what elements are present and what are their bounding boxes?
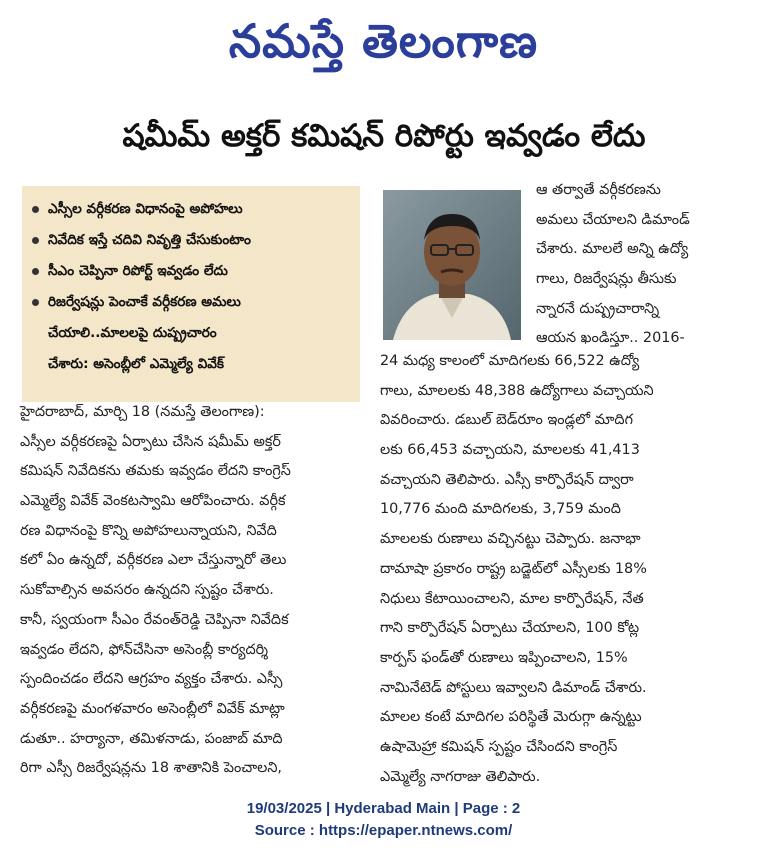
article-column-right-top	[536, 176, 741, 354]
article-line: గాలు, రిజర్వేషన్లు తీసుకు	[536, 271, 677, 288]
highlight-item	[30, 194, 352, 225]
highlight-continuation: చేయాలి..మాలలపై దుష్ప్రచారం	[48, 325, 217, 341]
article-line: 10,776 మంది మాదిగలకు, 3,759 మంది	[380, 501, 621, 518]
article-line: అమలు చేయాలని డిమాండ్	[536, 211, 690, 228]
article-line: న్నారనే దుష్ప్రచారాన్ని	[536, 300, 660, 317]
article-line: వర్గీకరణపై మంగళవారం అసెంబ్లీలో వివేక్ మాట్లా	[20, 700, 285, 717]
article-line: ఎమ్మెల్యే వివేక్ వెంకటస్వామి ఆరోపించారు. వర్గీక	[20, 493, 286, 510]
article-line: రిగా ఎస్సీ రిజర్వేషన్లను 18 శాతానికి పెంచాలని,	[20, 760, 283, 777]
article-line: రణ విధానంపై కొన్ని అపోహలున్నాయని, నివేది	[20, 522, 277, 539]
article-column-left	[20, 398, 365, 784]
highlight-text: ఎస్సీల వర్గీకరణ విధానంపై అపోహలు	[48, 201, 243, 217]
article-line: ఉషామెహ్రా కమిషన్ స్పష్టం చేసిందని కాంగ్రెస్	[380, 738, 618, 755]
article-line: మాలల కంటే మాదిగల పరిస్థితే మెరుగ్గా ఉన్నట్టు	[380, 709, 642, 726]
article-headline: షమీమ్ అక్తర్ కమిషన్ రిపోర్టు ఇవ్వడం లేదు	[122, 118, 646, 154]
article-line: ఎస్సీల వర్గీకరణపై ఏర్పాటు చేసిన షమీమ్ అక్తర్	[20, 433, 281, 450]
article-line: హైదరాబాద్, మార్చి 18 (నమస్తే తెలంగాణ):	[20, 404, 265, 420]
bullet-icon	[32, 237, 39, 244]
article-line: కానీ, స్వయంగా సీఎం రేవంత్‌రెడ్డి చెప్పినా నివేదిక	[20, 611, 289, 628]
article-line: డుతూ.. హర్యానా, తమిళనాడు, పంజాబ్ మాది	[20, 730, 283, 747]
speaker-photo	[383, 190, 521, 340]
page-footer	[0, 798, 767, 842]
article-line: కమిషన్ నివేదికను తమకు ఇవ్వడం లేదని కాంగ్రెస్	[20, 463, 291, 480]
highlight-item	[30, 225, 352, 256]
article-line: వచ్చాయని తెలిపారు. ఎస్సీ కార్పొరేషన్ ద్వారా	[380, 471, 634, 488]
source-link[interactable]: Source : https://epaper.ntnews.com/	[254, 822, 513, 839]
highlight-text: నివేదిక ఇస్తే చదివి నివృత్తి చేసుకుంటాం	[48, 232, 251, 248]
article-line: ఇవ్వడం లేదని, ఫోన్‌చేసినా అసెంబ్లీ కార్యదర్శి	[20, 641, 269, 658]
highlight-item	[30, 287, 352, 380]
bullet-icon	[32, 268, 39, 275]
highlight-continuation: చేశారు: అసెంబ్లీలో ఎమ్మెల్యే వివేక్	[48, 356, 225, 372]
article-line: గాలు, మాలలకు 48,388 ఉద్యోగాలు వచ్చాయని	[380, 382, 654, 399]
highlight-text: రిజర్వేషన్లు పెంచాకే వర్గీకరణ అమలు	[48, 294, 241, 310]
article-line: మాలలకు రుణాలు వచ్చినట్టు చెప్పారు. జనాభా	[380, 531, 641, 548]
newspaper-masthead: నమస్తే తెలంగాణ	[228, 14, 539, 68]
edition-info: 19/03/2025 | Hyderabad Main | Page : 2	[246, 800, 521, 817]
highlights-box	[22, 186, 360, 402]
article-line: కార్పస్ ఫండ్‌తో రుణాలు ఇప్పించాలని, 15%	[380, 649, 628, 666]
bullet-icon	[32, 299, 39, 306]
highlight-item	[30, 256, 352, 287]
article-line: లకు 66,453 వచ్చాయని, మాలలకు 41,413	[380, 442, 640, 459]
article-line: దామాషా ప్రకారం రాష్ట్ర బడ్జెట్‌లో ఎస్సీలకు 18%	[380, 560, 647, 577]
bullet-icon	[32, 206, 39, 213]
article-line: ఆ తర్వాతే వర్గీకరణను	[536, 182, 661, 198]
article-line: వివరించారు. డబుల్ బెడ్‌రూం ఇండ్లలో మాదిగ	[380, 412, 633, 429]
article-line: స్పందించడం లేదని ఆగ్రహం వ్యక్తం చేశారు. ఎస్సీ	[20, 671, 283, 688]
article-line: 24 మధ్య కాలంలో మాదిగలకు 66,522 ఉద్యో	[380, 353, 640, 369]
highlight-text: సీఎం చెప్పినా రిపోర్ట్ ఇవ్వడం లేదు	[48, 263, 228, 279]
article-line: చేశారు. మాలలే అన్ని ఉద్యో	[536, 241, 689, 258]
article-line: ఆయన ఖండిస్తూ.. 2016-	[536, 330, 685, 347]
article-line: నామినేటెడ్ పోస్టులు ఇవ్వాలని డిమాండ్ చేశారు.	[380, 679, 647, 696]
article-line: ఎమ్మెల్యే నాగరాజు తెలిపారు.	[380, 768, 541, 785]
article-line: కలో ఏం ఉన్నదో, వర్గీకరణ ఎలా చేస్తున్నారో తెలు	[20, 552, 287, 569]
article-line: సుకోవాల్సిన అవసరం ఉన్నదని స్పష్టం చేశారు.	[20, 582, 274, 599]
person-portrait-image	[383, 190, 521, 340]
article-column-right	[380, 347, 740, 792]
article-line: గాని కార్పొరేషన్ ఏర్పాటు చేయాలని, 100 కోట్ల	[380, 620, 640, 637]
article-line: నిధులు కేటాయించాలని, మాల కార్పొరేషన్, నేత	[380, 590, 644, 607]
